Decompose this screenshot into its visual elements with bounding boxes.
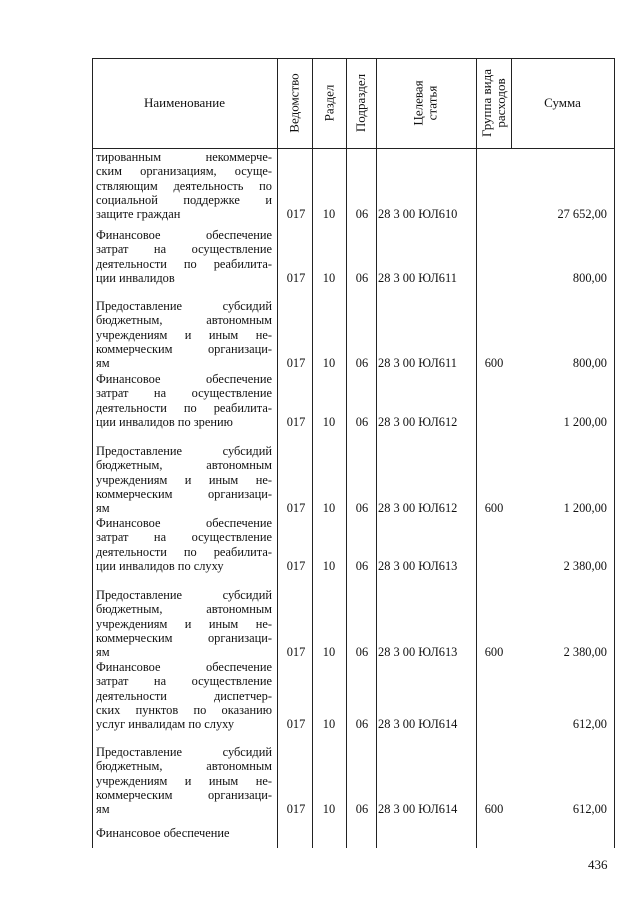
header-celevaya: Целевая статья <box>410 80 440 126</box>
row-celevaya-statya: 28 3 00 ЮЛ612 <box>378 501 458 516</box>
row-name: Финансовое обеспечение затрат на осуществление деятельности по реабилита- ции инвалидов <box>96 228 272 285</box>
row-vedomstvo: 017 <box>286 501 306 516</box>
row-vedomstvo: 017 <box>286 717 306 732</box>
row-razdel: 10 <box>322 356 336 371</box>
row-celevaya-statya: 28 3 00 ЮЛ613 <box>378 558 458 573</box>
header-gruppa-cell <box>476 58 511 148</box>
row-vedomstvo: 017 <box>286 645 306 660</box>
header-razdel-cell <box>312 58 346 148</box>
row-gruppa: 600 <box>484 501 504 516</box>
col-border-name <box>277 58 278 848</box>
row-podrazdel: 06 <box>355 645 369 660</box>
header-name: Наименование <box>144 95 225 110</box>
header-summa: Сумма <box>544 95 581 110</box>
row-razdel: 10 <box>322 802 336 817</box>
header-gruppa: Группа вида расходов <box>478 69 508 137</box>
row-summa: 27 652,00 <box>557 207 607 222</box>
row-gruppa: 600 <box>484 802 504 817</box>
header-podrazdel: Подраздел <box>353 73 369 133</box>
col-border-cel <box>476 58 477 848</box>
row-summa: 2 380,00 <box>563 645 607 660</box>
col-border-ved <box>312 58 313 848</box>
row-name: Финансовое обеспечение затрат на осуществление деятельности диспетчер- ских пунктов по оказанию услуг инвалидам по слуху <box>96 660 272 732</box>
row-podrazdel: 06 <box>355 802 369 817</box>
row-summa: 800,00 <box>572 270 607 285</box>
row-name: Финансовое обеспечение <box>96 826 230 840</box>
row-name: тированным некоммерче- ским организациям, осуще- ствляющим деятельность по социальной поддержке и защите граждан <box>96 150 272 222</box>
row-razdel: 10 <box>322 270 336 285</box>
row-summa: 1 200,00 <box>563 414 607 429</box>
header-vedomstvo: Ведомство <box>286 73 302 133</box>
page-number: 436 <box>588 857 608 872</box>
row-razdel: 10 <box>322 414 336 429</box>
row-vedomstvo: 017 <box>286 356 306 371</box>
row-vedomstvo: 017 <box>286 558 306 573</box>
row-gruppa: 600 <box>484 356 504 371</box>
row-podrazdel: 06 <box>355 501 369 516</box>
row-podrazdel: 06 <box>355 717 369 732</box>
header-vedomstvo-cell <box>277 58 312 148</box>
header-podrazdel-cell <box>346 58 376 148</box>
col-border-right <box>614 58 615 848</box>
row-name: Финансовое обеспечение затрат на осуществление деятельности по реабилита- ции инвалидов по слуху <box>96 516 272 573</box>
row-podrazdel: 06 <box>355 207 369 222</box>
row-celevaya-statya: 28 3 00 ЮЛ611 <box>378 270 457 285</box>
row-summa: 2 380,00 <box>563 558 607 573</box>
row-celevaya-statya: 28 3 00 ЮЛ611 <box>378 356 457 371</box>
row-razdel: 10 <box>322 717 336 732</box>
header-name-cell <box>92 58 277 148</box>
row-celevaya-statya: 28 3 00 ЮЛ612 <box>378 414 458 429</box>
row-name: Предоставление субсидий бюджетным, автономным учреждениям и иным не- коммерческим организаци- ям <box>96 588 272 660</box>
row-summa: 612,00 <box>572 802 607 817</box>
col-border-raz <box>346 58 347 848</box>
row-razdel: 10 <box>322 501 336 516</box>
row-summa: 800,00 <box>572 356 607 371</box>
row-celevaya-statya: 28 3 00 ЮЛ613 <box>378 645 458 660</box>
header-razdel: Раздел <box>321 84 336 122</box>
row-podrazdel: 06 <box>355 356 369 371</box>
row-vedomstvo: 017 <box>286 802 306 817</box>
row-summa: 612,00 <box>572 717 607 732</box>
row-podrazdel: 06 <box>355 558 369 573</box>
row-name: Финансовое обеспечение затрат на осуществление деятельности по реабилита- ции инвалидов по зрению <box>96 372 272 429</box>
header-celevaya-cell <box>376 58 476 148</box>
row-name: Предоставление субсидий бюджетным, автономным учреждениям и иным не- коммерческим организаци- ям <box>96 745 272 817</box>
row-podrazdel: 06 <box>355 414 369 429</box>
row-summa: 1 200,00 <box>563 501 607 516</box>
row-razdel: 10 <box>322 645 336 660</box>
row-name: Предоставление субсидий бюджетным, автономным учреждениям и иным не- коммерческим организаци- ям <box>96 299 272 371</box>
row-celevaya-statya: 28 3 00 ЮЛ614 <box>378 717 458 732</box>
row-vedomstvo: 017 <box>286 414 306 429</box>
col-border-pod <box>376 58 377 848</box>
row-celevaya-statya: 28 3 00 ЮЛ610 <box>378 207 458 222</box>
row-vedomstvo: 017 <box>286 270 306 285</box>
row-vedomstvo: 017 <box>286 207 306 222</box>
row-razdel: 10 <box>322 207 336 222</box>
row-podrazdel: 06 <box>355 270 369 285</box>
row-razdel: 10 <box>322 558 336 573</box>
row-gruppa: 600 <box>484 645 504 660</box>
row-celevaya-statya: 28 3 00 ЮЛ614 <box>378 802 458 817</box>
header-bottom-border <box>92 148 615 149</box>
col-border-left <box>92 58 93 848</box>
row-name: Предоставление субсидий бюджетным, автономным учреждениям и иным не- коммерческим организаци- ям <box>96 444 272 516</box>
header-summa-cell <box>511 58 614 148</box>
